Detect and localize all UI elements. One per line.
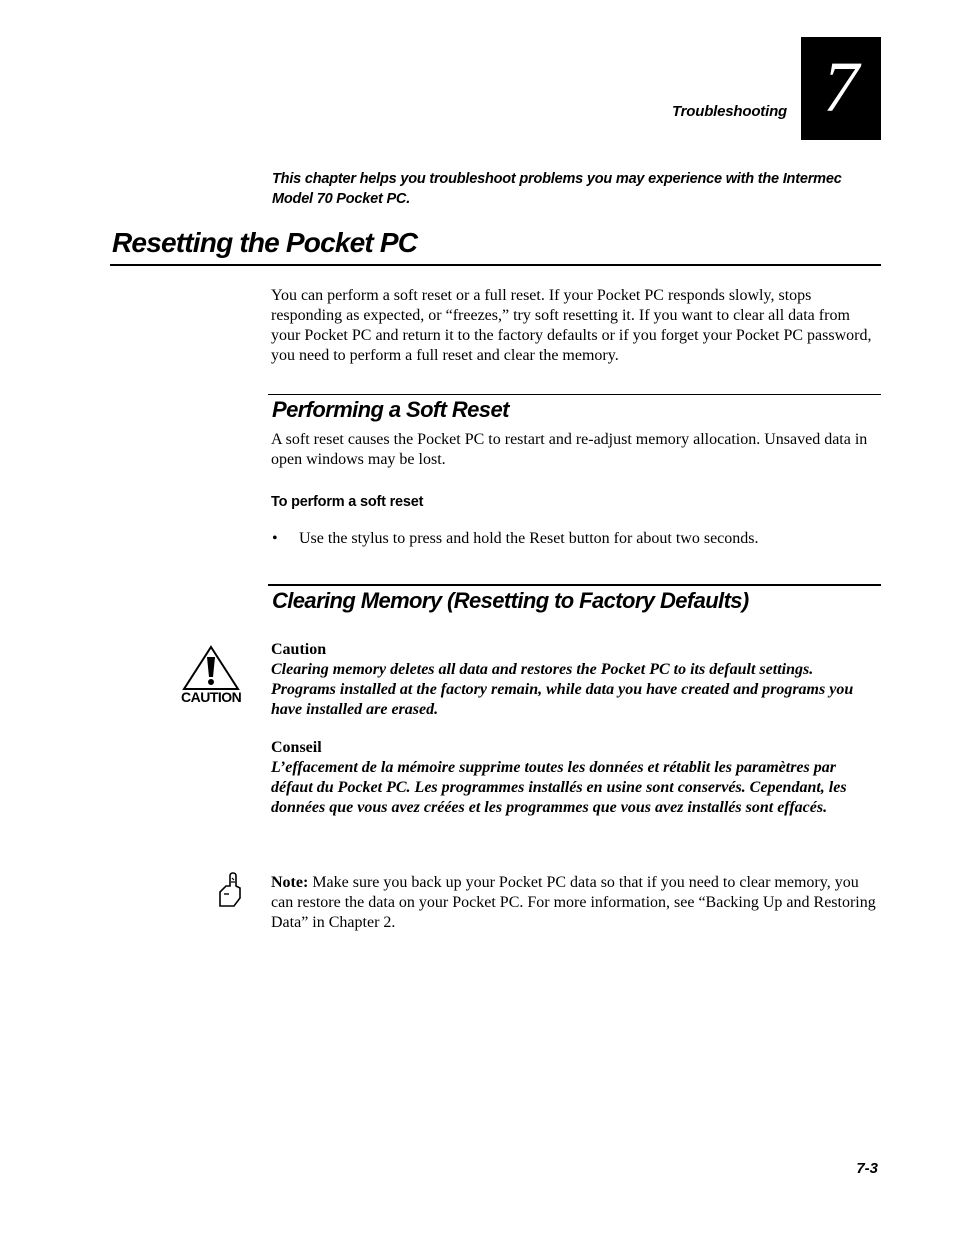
soft-reset-rule — [268, 394, 881, 395]
clear-memory-rule — [268, 584, 881, 586]
chapter-number: 7 — [823, 47, 859, 127]
bullet-icon: • — [272, 530, 278, 547]
section-title: Resetting the Pocket PC — [112, 227, 418, 258]
list-item-text: Use the stylus to press and hold the Reset button for about two seconds. — [299, 530, 759, 547]
conseil-heading: Conseil — [271, 739, 322, 756]
caution-heading: Caution — [271, 641, 327, 658]
conseil-text: L’effacement de la mémoire supprime toutes les données et rétablit les paramètres par défaut du Pocket PC. Les programmes installés en usine sont conservés. Cependant, les données que vous avez créées et les programmes que vous avez installés sont effacés. — [271, 759, 847, 816]
procedure-title: To perform a soft reset — [271, 494, 424, 510]
caution-text: Clearing memory deletes all data and restores the Pocket PC to its default settings. Programs installed at the factory remain, while data you have created and programs you have installed are erased. — [271, 661, 854, 718]
chapter-intro: This chapter helps you troubleshoot problems you may experience with the Intermec Model 70 Pocket PC. — [272, 171, 842, 207]
note-text: Make sure you back up your Pocket PC data so that if you need to clear memory, you can restore the data on your Pocket PC. For more information, see “Backing Up and Restoring Data” in Chapter 2. — [271, 874, 876, 931]
caution-icon-label: CAUTION — [181, 689, 242, 705]
chapter-title: Troubleshooting — [671, 103, 787, 120]
note-paragraph — [271, 873, 879, 933]
clear-memory-title: Clearing Memory (Resetting to Factory Defaults) — [272, 588, 749, 613]
note-hand-icon — [216, 872, 244, 908]
section-paragraph: You can perform a soft reset or a full reset. If your Pocket PC responds slowly, stops responding as expected, or “freezes,” try soft resetting it. If you want to clear all data from your Pocket PC and return it to the factory defaults or if you forget your Pocket PC password, you need to perform a full reset and clear the memory. — [271, 287, 872, 364]
soft-reset-paragraph: A soft reset causes the Pocket PC to restart and re-adjust memory allocation. Unsaved data in open windows may be lost. — [271, 431, 868, 468]
note-label: Note: — [271, 874, 309, 891]
list-item — [272, 529, 880, 549]
soft-reset-title: Performing a Soft Reset — [272, 397, 509, 422]
section-rule — [110, 264, 881, 266]
chapter-number-box — [801, 37, 881, 140]
page-number: 7-3 — [856, 1160, 878, 1177]
